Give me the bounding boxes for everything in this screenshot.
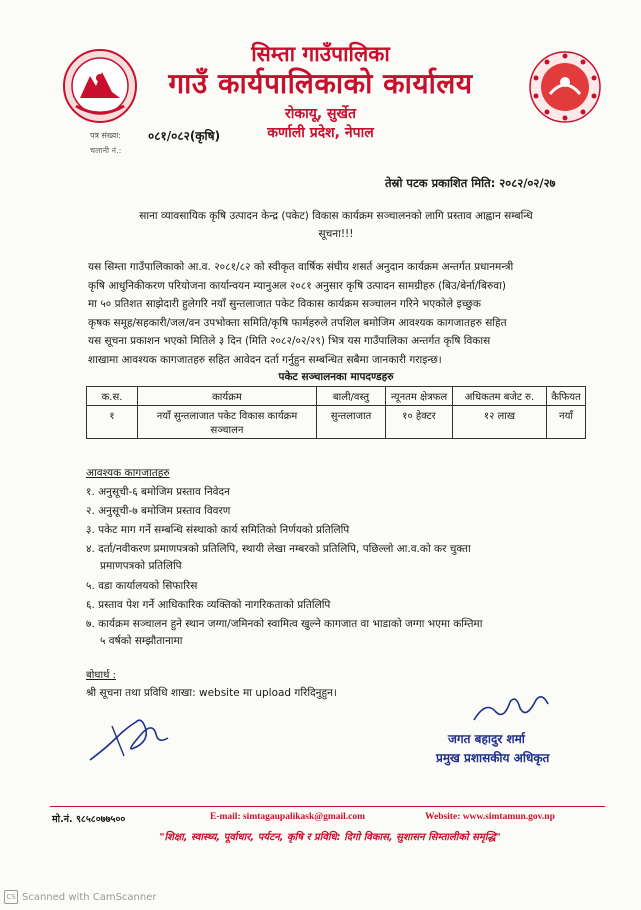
table-cell: १ xyxy=(87,406,138,439)
doc-item-cont: ५ वर्षको सम्झौतानामा xyxy=(100,635,183,647)
table-caption: पकेट सञ्चालनका मापदण्डहरु xyxy=(278,371,394,383)
footer-slogan: "शिक्षा, स्वास्थ्य, पूर्वाधार, पर्यटन, कृषि र प्रविधि: दिगो विकास, सुशासन सिम्तालीको समृद्धि" xyxy=(159,832,501,843)
docs-heading: आवश्यक कागजातहरु xyxy=(86,467,170,479)
body-line: कृषक समूह/सहकारी/जल/वन उपभोक्ता समिति/कृषि फार्महरुले तपशिल बमोजिम आवश्यक कागजातहरु सहित xyxy=(88,316,507,329)
scanner-text: Scanned with CamScanner xyxy=(22,891,157,903)
subject-line-2: सूचना!!! xyxy=(318,228,354,240)
bodharth-text: श्री सूचना तथा प्रविधि शाखा: website मा upload गरिदिनुहुन। xyxy=(86,687,337,699)
header-cell: न्यूनतम क्षेत्रफल xyxy=(386,387,453,406)
header-cell: अधिकतम बजेट रु. xyxy=(453,387,547,406)
doc-item: १. अनुसूची-६ बमोजिम प्रस्ताव निवेदन xyxy=(86,486,230,498)
body-line: कृषि आधुनिकीकरण परियोजना कार्यान्वयन म्यानुअल २०८१ अनुसार कृषि उत्पादन सामग्रीहरु (बिउ/बेर्ना/बिरुवा) xyxy=(88,279,506,292)
published-date: तेस्रो पटक प्रकाशित मिति: २०८२/०२/२७ xyxy=(385,176,556,190)
patra-label: पत्र संख्या: xyxy=(90,131,121,140)
footer-divider xyxy=(50,806,605,807)
table-cell: १२ लाख xyxy=(453,406,547,439)
header-cell: कैफियत xyxy=(547,387,586,406)
patra-number: ०८१/०८२(कृषि) xyxy=(148,129,221,143)
doc-item: ६. प्रस्ताव पेश गर्ने आधिकारिक व्यक्तिको नागरिकताको प्रतिलिपि xyxy=(86,599,331,611)
office-address: रोकायू, सुर्खेत xyxy=(285,106,356,122)
doc-item-cont: प्रमाणपत्रको प्रतिलिपि xyxy=(100,560,182,572)
table-cell: १० हेक्टर xyxy=(386,406,453,439)
signatory-title: प्रमुख प्रशासकीय अधिकृत xyxy=(436,751,550,765)
camscanner-icon: CS xyxy=(4,890,18,904)
header-cell: कार्यक्रम xyxy=(138,387,317,406)
footer-phone: मो.नं. ९८५८०७७५०० xyxy=(52,814,126,825)
header-cell: क.स. xyxy=(87,387,138,406)
criteria-table xyxy=(86,386,586,439)
municipality-name: सिम्ता गाउँपालिका xyxy=(251,42,390,66)
doc-item: ५. वडा कार्यालयको सिफारिस xyxy=(86,580,198,592)
subject-line-1: साना व्यावसायिक कृषि उत्पादन केन्द्र (पकेट) विकास कार्यक्रम सञ्चालनको लागि प्रस्ताव आह्वान सम्बन्धि xyxy=(139,210,533,222)
body-line: मा ५० प्रतिशत साझेदारी हुलेगरि नयाँ सुन्तलाजात पकेट विकास कार्यक्रम सञ्चालन गरिने भएकोले इच्छुक xyxy=(88,298,481,310)
bodharth-label: बोधार्थ : xyxy=(86,670,116,681)
body-line: यस सूचना प्रकाशन भएको मितिले ३ दिन (मिति २०८२/०२/२९) भित्र यस गाउँपालिका अन्तर्गत कृषि विकास xyxy=(88,335,491,347)
body-paragraph xyxy=(88,258,588,369)
right-signature xyxy=(470,690,560,730)
table-cell: नयाँ सुन्तलाजात पकेट विकास कार्यक्रम सञ्चालन xyxy=(138,406,317,439)
doc-item: ७. कार्यक्रम सञ्चालन हुने स्थान जग्गा/जमिनको स्वामित्व खुल्ने कागजात वा भाडाको जग्गा भएमा कम्तिमा xyxy=(86,618,483,630)
office-title: गाउँ कार्यपालिकाको कार्यालय xyxy=(168,67,473,100)
table-cell: नयाँ xyxy=(547,406,586,439)
doc-item: २. अनुसूची-७ बमोजिम प्रस्ताव विवरण xyxy=(86,505,231,517)
header-cell: बाली/वस्तु xyxy=(317,387,386,406)
table-cell: सुन्तलाजात xyxy=(317,406,386,439)
scanner-watermark xyxy=(4,890,157,904)
left-signature xyxy=(86,708,176,768)
body-line: यस सिम्ता गाउँपालिकाको आ.व. २०८१/८२ को स्वीकृत वार्षिक संघीय शसर्त अनुदान कार्यक्रम अन्तर्गत प्रधानमन्त्री xyxy=(88,261,514,273)
body-line: शाखामा आवश्यक कागजातहरु सहित आवेदन दर्ता गर्नुहुन सम्बन्धित सबैमा जानकारी गराइन्छ। xyxy=(88,353,442,366)
doc-item: ४. दर्ता/नवीकरण प्रमाणपत्रको प्रतिलिपि, स्थायी लेखा नम्बरको प्रतिलिपि, पछिल्लो आ.व.को कर चुक्ता xyxy=(86,543,471,555)
table-header-row xyxy=(87,387,586,406)
footer-website: Website: www.simtamun.gov.np xyxy=(425,812,555,822)
chalani-label: चलानी नं.: xyxy=(90,146,122,155)
signatory-name: जगत बहादुर शर्मा xyxy=(448,732,525,746)
doc-item: ३. पकेट माग गर्ने सम्बन्धि संस्थाको कार्य समितिको निर्णयको प्रतिलिपि xyxy=(86,524,350,536)
province-country: कर्णाली प्रदेश, नेपाल xyxy=(267,125,374,141)
table-row xyxy=(87,406,586,439)
footer-email: E-mail: simtagaupalikask@gmail.com xyxy=(210,812,366,822)
